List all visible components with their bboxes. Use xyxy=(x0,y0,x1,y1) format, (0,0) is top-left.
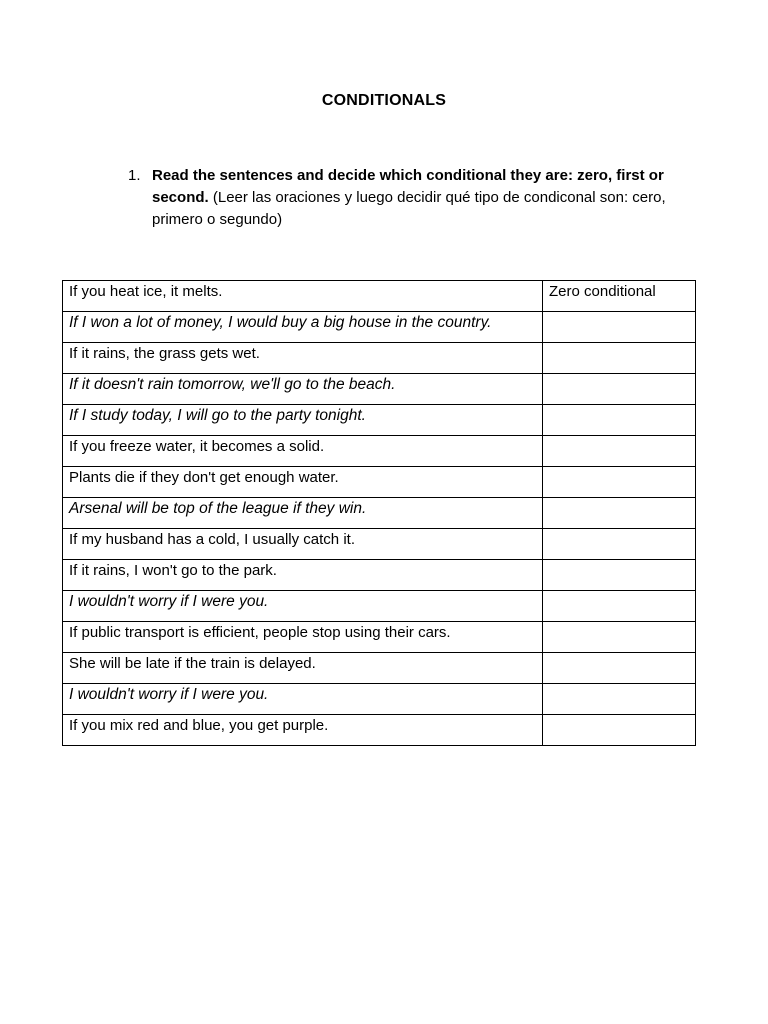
sentence-cell: If my husband has a cold, I usually catch it. xyxy=(63,529,543,560)
answer-cell[interactable] xyxy=(543,560,696,591)
answer-cell[interactable] xyxy=(543,591,696,622)
table-row xyxy=(63,405,696,436)
sentence-table xyxy=(62,280,696,746)
sentence-cell: If you mix red and blue, you get purple. xyxy=(63,715,543,746)
sentence-cell: If I won a lot of money, I would buy a big house in the country. xyxy=(63,312,543,343)
answer-cell[interactable] xyxy=(543,467,696,498)
answer-cell[interactable] xyxy=(543,529,696,560)
table-row xyxy=(63,653,696,684)
table-row xyxy=(63,374,696,405)
sentence-cell: I wouldn't worry if I were you. xyxy=(63,591,543,622)
table-row xyxy=(63,684,696,715)
answer-cell[interactable] xyxy=(543,684,696,715)
table-row xyxy=(63,591,696,622)
table-row xyxy=(63,529,696,560)
table-row xyxy=(63,622,696,653)
sentence-cell: Plants die if they don't get enough water. xyxy=(63,467,543,498)
table-row xyxy=(63,312,696,343)
sentence-cell: If public transport is efficient, people stop using their cars. xyxy=(63,622,543,653)
instruction-text xyxy=(152,165,688,231)
answer-cell[interactable] xyxy=(543,343,696,374)
answer-cell[interactable] xyxy=(543,498,696,529)
sentence-cell: She will be late if the train is delayed. xyxy=(63,653,543,684)
answer-cell[interactable] xyxy=(543,374,696,405)
answer-cell[interactable] xyxy=(543,653,696,684)
answer-cell[interactable] xyxy=(543,312,696,343)
answer-cell[interactable] xyxy=(543,405,696,436)
instruction xyxy=(128,165,688,231)
table-row xyxy=(63,467,696,498)
answer-cell[interactable]: Zero conditional xyxy=(543,281,696,312)
answer-cell[interactable] xyxy=(543,622,696,653)
sentence-cell: I wouldn't worry if I were you. xyxy=(63,684,543,715)
sentence-cell: If you freeze water, it becomes a solid. xyxy=(63,436,543,467)
answer-cell[interactable] xyxy=(543,715,696,746)
sentence-cell: If you heat ice, it melts. xyxy=(63,281,543,312)
table-row xyxy=(63,343,696,374)
sentence-cell: If it doesn't rain tomorrow, we'll go to the beach. xyxy=(63,374,543,405)
answer-cell[interactable] xyxy=(543,436,696,467)
sentence-cell: Arsenal will be top of the league if they win. xyxy=(63,498,543,529)
sentence-cell: If it rains, the grass gets wet. xyxy=(63,343,543,374)
instruction-number: 1. xyxy=(128,167,141,184)
table-row xyxy=(63,715,696,746)
table-row xyxy=(63,498,696,529)
table-row xyxy=(63,281,696,312)
instruction-translation-text: (Leer las oraciones y luego decidir qué tipo de condiconal son: cero, primero o segundo) xyxy=(152,189,666,228)
page-title: CONDITIONALS xyxy=(321,92,447,109)
table-row xyxy=(63,560,696,591)
sentence-cell: If it rains, I won't go to the park. xyxy=(63,560,543,591)
table-body xyxy=(63,281,696,746)
sentence-cell: If I study today, I will go to the party tonight. xyxy=(63,405,543,436)
instruction-bold-text: Read the sentences and decide which conditional they are: zero, first or second. xyxy=(152,167,664,206)
table-row xyxy=(63,436,696,467)
